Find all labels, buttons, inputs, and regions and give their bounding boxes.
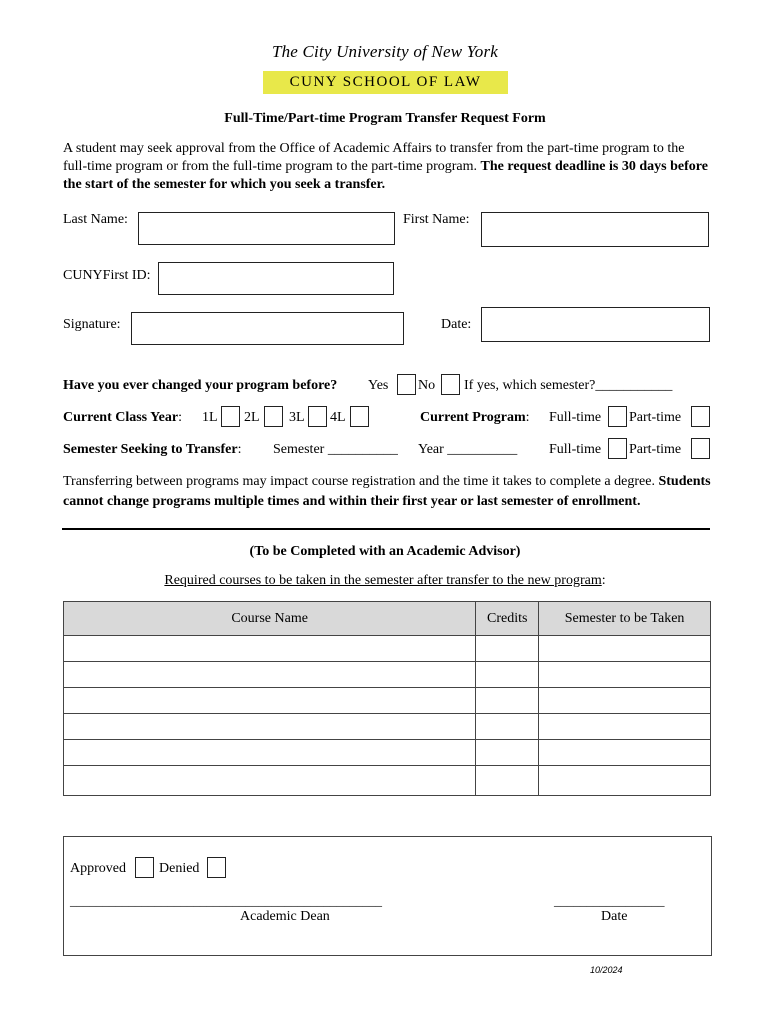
seeking-full-time-label: Full-time (549, 442, 602, 457)
semester-blank[interactable]: Semester __________ (273, 442, 398, 457)
semester-cell[interactable] (539, 662, 711, 688)
intro-paragraph (63, 140, 711, 194)
year-4l-checkbox[interactable] (350, 406, 369, 427)
year-1l-label: 1L (202, 410, 218, 425)
notice-bold: Students cannot change programs multiple times and within their first year or last semester of enrollment. (63, 474, 711, 509)
current-full-time-label: Full-time (549, 410, 602, 425)
seeking-part-time-label: Part-time (629, 442, 682, 457)
semester-cell[interactable] (539, 636, 711, 662)
credits-cell[interactable] (476, 662, 539, 688)
advisor-heading: (To be Completed with an Academic Advisor) (249, 544, 521, 559)
year-3l-checkbox[interactable] (308, 406, 327, 427)
no-checkbox[interactable] (441, 374, 460, 395)
course-name-cell[interactable] (64, 662, 476, 688)
year-3l-label: 3L (289, 410, 305, 425)
current-program-colon: : (525, 410, 530, 425)
academic-dean-label: Academic Dean (240, 909, 330, 924)
courses-table (63, 601, 711, 796)
first-name-label: First Name: (403, 212, 470, 227)
signature-label: Signature: (63, 317, 121, 332)
year-4l-label: 4L (330, 410, 346, 425)
transfer-notice (63, 472, 713, 512)
denied-label: Denied (159, 861, 200, 876)
first-name-input[interactable] (481, 212, 709, 247)
notice-text: Transferring between programs may impact course registration and the time it takes to complete a degree. (63, 474, 655, 489)
credits-cell[interactable] (476, 636, 539, 662)
credits-cell[interactable] (476, 766, 539, 796)
table-row (64, 714, 711, 740)
credits-header: Credits (476, 602, 539, 636)
credits-cell[interactable] (476, 688, 539, 714)
course-name-cell[interactable] (64, 688, 476, 714)
year-2l-checkbox[interactable] (264, 406, 283, 427)
semester-header: Semester to be Taken (539, 602, 711, 636)
cunyfirst-id-input[interactable] (158, 262, 394, 295)
course-name-cell[interactable] (64, 766, 476, 796)
required-courses-text: Required courses to be taken in the semester after transfer to the new program (164, 573, 602, 588)
required-courses-label (0, 573, 770, 589)
seeking-part-time-checkbox[interactable] (691, 438, 710, 459)
course-name-cell[interactable] (64, 636, 476, 662)
denied-checkbox[interactable] (207, 857, 226, 878)
semester-cell[interactable] (539, 714, 711, 740)
date-label: Date: (441, 317, 472, 332)
year-2l-label: 2L (244, 410, 260, 425)
which-semester-label: If yes, which semester?___________ (464, 378, 673, 393)
course-name-cell[interactable] (64, 714, 476, 740)
course-name-cell[interactable] (64, 740, 476, 766)
deadline-text: The request deadline is 30 days before the start of the semester for which you seek a transfer. (63, 159, 708, 192)
last-name-input[interactable] (138, 212, 395, 245)
semester-cell[interactable] (539, 740, 711, 766)
no-label: No (418, 378, 436, 393)
semester-cell[interactable] (539, 766, 711, 796)
current-full-time-checkbox[interactable] (608, 406, 627, 427)
approval-box (63, 836, 712, 956)
university-name: The City University of New York (271, 42, 499, 61)
year-blank[interactable]: Year __________ (418, 442, 518, 457)
date-input[interactable] (481, 307, 710, 342)
course-name-header: Course Name (64, 602, 476, 636)
required-courses-colon: : (601, 573, 606, 588)
approved-label: Approved (70, 861, 126, 876)
yes-checkbox[interactable] (397, 374, 416, 395)
intro-text: A student may seek approval from the Office of Academic Affairs to transfer from the part-time program to the full-time program or from the full-time program to the part-time program. (63, 141, 685, 174)
current-part-time-checkbox[interactable] (691, 406, 710, 427)
approval-date-line[interactable]: _________________ (554, 893, 665, 908)
approved-checkbox[interactable] (135, 857, 154, 878)
credits-cell[interactable] (476, 714, 539, 740)
table-header-row (64, 602, 711, 636)
semester-seeking-text: Semester Seeking to Transfer (63, 442, 238, 457)
changed-before-question: Have you ever changed your program before? (63, 378, 338, 393)
semester-seeking-label (63, 442, 241, 458)
approval-date-label: Date (601, 909, 628, 924)
year-1l-checkbox[interactable] (221, 406, 240, 427)
table-row (64, 740, 711, 766)
table-row (64, 662, 711, 688)
current-part-time-label: Part-time (629, 410, 682, 425)
section-divider (62, 528, 710, 530)
table-row (64, 688, 711, 714)
semester-cell[interactable] (539, 688, 711, 714)
seeking-full-time-checkbox[interactable] (608, 438, 627, 459)
table-row (64, 636, 711, 662)
semester-seeking-colon: : (237, 442, 242, 457)
class-year-label (63, 410, 182, 426)
class-year-colon: : (178, 410, 182, 425)
signature-input[interactable] (131, 312, 404, 345)
form-title: Full-Time/Part-time Program Transfer Request Form (224, 111, 546, 126)
last-name-label: Last Name: (63, 212, 128, 227)
table-row (64, 766, 711, 796)
form-version: 10/2024 (590, 965, 623, 975)
current-program-text: Current Program (420, 410, 526, 425)
cunyfirst-id-label: CUNYFirst ID: (63, 268, 151, 283)
dean-signature-line[interactable]: ________________________________________________ (70, 893, 382, 908)
class-year-text: Current Class Year (63, 410, 179, 425)
current-program-label (420, 410, 530, 426)
school-logo: CUNY SCHOOL OF LAW (263, 71, 508, 94)
credits-cell[interactable] (476, 740, 539, 766)
yes-label: Yes (368, 378, 389, 393)
